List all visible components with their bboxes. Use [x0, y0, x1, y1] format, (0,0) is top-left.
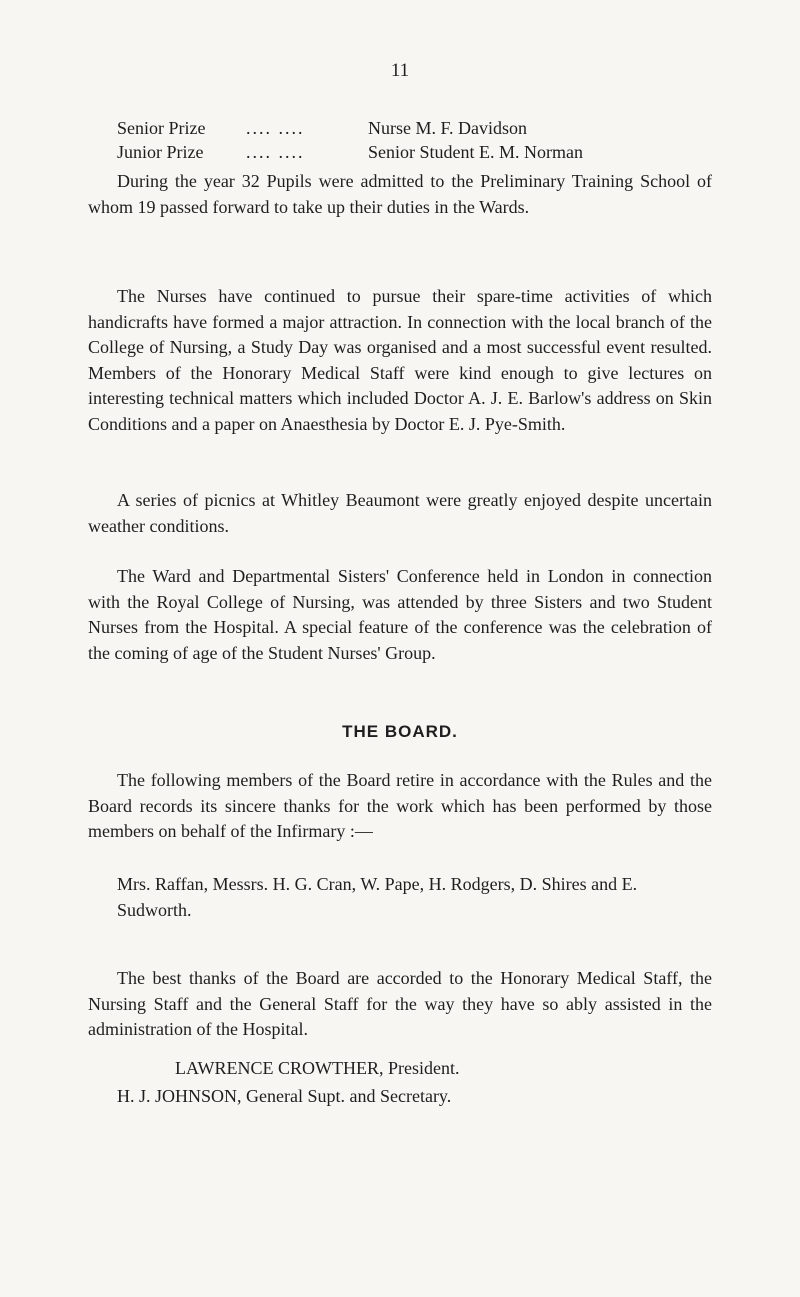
paragraph-conference: The Ward and Departmental Sisters' Conference held in London in connection with the Royal College of Nursing, was attended by three Sisters and two Student Nurses from the Hospital. A special feature of the conference was the celebration of the coming of age of the Student Nurses' Group. [88, 566, 712, 663]
page-number: 11 [390, 60, 410, 81]
prize-winner: Nurse M. F. Davidson [368, 118, 528, 138]
signature-secretary: H. J. JOHNSON, General Supt. and Secretary. [117, 1086, 452, 1106]
leader-dots: .... .... [246, 142, 305, 162]
paragraph-admissions: During the year 32 Pupils were admitted to the Preliminary Training School of whom 19 passed forward to take up their duties in the Wards. [88, 171, 712, 217]
prize-row-junior [117, 140, 583, 164]
prize-row-senior [117, 116, 583, 140]
prize-label: Senior Prize [117, 118, 206, 138]
retiring-members-list: Mrs. Raffan, Messrs. H. G. Cran, W. Pape, H. Rodgers, D. Shires and E. Sudworth. [117, 874, 638, 920]
prize-list [117, 116, 583, 164]
prize-label: Junior Prize [117, 142, 204, 162]
paragraph-retirements: The following members of the Board retire in accordance with the Rules and the Board records its sincere thanks for the work which has been performed by those members on behalf of the Infirmary :— [88, 770, 712, 841]
paragraph-thanks: The best thanks of the Board are accorded to the Honorary Medical Staff, the Nursing Staff and the General Staff for the way they have so ably assisted in the administration of the Hospital. [88, 968, 712, 1039]
leader-dots: .... .... [246, 118, 305, 138]
paragraph-activities: The Nurses have continued to pursue their spare-time activities of which handicrafts have formed a major attraction. In connection with the local branch of the College of Nursing, a Study Day was organised and a most successful event resulted. Members of the Honorary Medical Staff were kind enough to give lectures on interesting technical matters which included Doctor A. J. E. Barlow's address on Skin Conditions and a paper on Anaesthesia by Doctor E. J. Pye-Smith. [88, 286, 712, 434]
paragraph-picnics: A series of picnics at Whitley Beaumont were greatly enjoyed despite uncertain weather conditions. [88, 490, 712, 536]
prize-winner: Senior Student E. M. Norman [368, 142, 583, 162]
section-heading-board: THE BOARD. [342, 722, 458, 741]
signature-president: LAWRENCE CROWTHER, President. [175, 1058, 460, 1078]
